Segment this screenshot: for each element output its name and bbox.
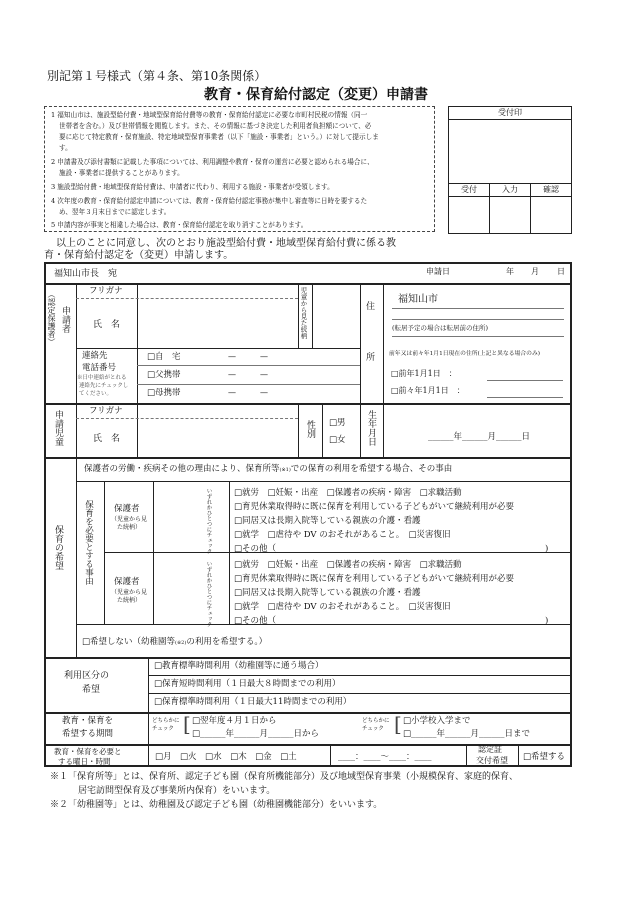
need-reason-option[interactable]: □就労 □妊娠・出産 □保護者の疾病・障害 □求職活動 <box>234 488 462 498</box>
page-title: 教育・保育給付認定（変更）申請書 <box>204 87 428 103</box>
applicant-furigana-label: フリガナ <box>89 286 123 296</box>
mother-mobile-checkbox[interactable]: □母携帯 <box>147 388 181 398</box>
contact-note: ※日中連絡がとれる <box>77 375 127 381</box>
address-label-bottom: 所 <box>366 353 376 363</box>
period-label-1: 教育・保育を <box>62 716 114 726</box>
paren-close: ) <box>545 544 549 554</box>
notice-line: す。 <box>59 144 72 152</box>
weekday-checkboxes[interactable]: □月 □火 □水 □木 □金 □土 <box>155 752 297 762</box>
certificate-label-1: 認定証 <box>478 745 502 754</box>
prev-year-address[interactable]: □前年1月1日 ： <box>391 369 457 378</box>
notice-line: 5 申請内容が事実と相違した場合は、教育・保育給付認定を取り消すことがあります。 <box>51 221 308 229</box>
period-end-date[interactable]: □______年______月______日まで <box>403 729 531 739</box>
reception-col-input: 入力 <box>502 185 518 194</box>
applicant-name-label: 氏 名 <box>93 320 121 330</box>
reception-title: 受付印 <box>498 108 522 117</box>
usage-option-standard[interactable]: □保育標準時間利用（１日最大11時間までの利用） <box>154 697 352 707</box>
gender-female-checkbox[interactable]: □女 <box>329 435 346 445</box>
father-phone-field[interactable]: — — <box>228 370 268 379</box>
applicant-section-sub: （認定保護者） <box>47 290 56 346</box>
apply-date-year: 年 <box>506 267 514 276</box>
address-city: 福知山市 <box>398 294 438 305</box>
days-label-1: 教育・保育を必要と <box>54 747 122 756</box>
period-start-next-april[interactable]: □翌年度４月１日から <box>192 716 277 726</box>
brace-left: [ <box>394 712 402 736</box>
address-label-top: 住 <box>366 302 376 312</box>
need-reason-other[interactable]: □その他（ <box>234 616 277 626</box>
prev-address-note: 前年又は前々年1月1日現在の住所(上記と異なる場合のみ) <box>389 351 541 357</box>
footnote-2: ※２「幼稚園等」とは、幼稚園及び認定子ども園（幼稚園機能部分）をいいます。 <box>50 800 383 810</box>
apply-date-label: 申請日 <box>426 267 450 276</box>
child-section-label: 申請児童 <box>53 410 63 446</box>
need-reason-option[interactable]: □就学 □虐待や DV のおそれがあること。 □災害復旧 <box>234 602 451 612</box>
period-end-school[interactable]: □小学校入学まで <box>403 716 471 726</box>
footnote-1: ※１「保育所等」とは、保育所、認定子ども園（保育所機能部分）及び地域型保育事業（小規模保育、家庭的保育、 <box>50 772 519 782</box>
guardian-2-label: 保護者 <box>114 577 140 587</box>
contact-label: 連絡先 <box>82 351 108 361</box>
apply-date-month: 月 <box>531 267 539 276</box>
child-furigana-label: フリガナ <box>89 406 123 416</box>
applicant-section-label: 申請者 <box>60 306 70 333</box>
phone-label: 電話番号 <box>82 363 117 373</box>
application-form-table <box>44 262 572 767</box>
need-reason-option[interactable]: □就学 □虐待や DV のおそれがあること。 □災害復旧 <box>234 530 451 540</box>
notice-line: 世帯者を含む。）及び世帯情報を閲覧します。また、その情報に基づき決定した利用者負担額について、必 <box>59 122 372 130</box>
applicant-relation-label: 児童から見た続柄 <box>299 287 308 339</box>
need-reason-label: 保育を必要とする事由 <box>83 500 94 585</box>
form-number: 別記第１号様式（第４条、第10条関係） <box>47 69 267 83</box>
consent-line-2: 育・保育給付認定を（変更）申請します。 <box>44 250 234 261</box>
notice-line: 要に応じて特定教育・保育施設、特定地域型保育事業者（以下「施設・事業者」という。）に対して提示しま <box>59 133 379 141</box>
period-start-note: どちらかにチェック <box>152 718 180 732</box>
reception-stamp-box <box>448 106 572 234</box>
period-label-2: 希望する期間 <box>62 729 114 739</box>
mother-phone-field[interactable]: — — <box>228 388 268 397</box>
need-reason-option[interactable]: □同居又は長期入院等している親族の介護・看護 <box>234 516 421 526</box>
notice-box <box>44 106 435 232</box>
need-reason-option[interactable]: □同居又は長期入院等している親族の介護・看護 <box>234 588 421 598</box>
contact-note: 連絡先にチェックし <box>79 383 129 389</box>
home-phone-field[interactable]: — — <box>228 352 268 361</box>
period-end-note: どちらかにチェック <box>362 718 390 732</box>
child-name-label: 氏 名 <box>93 434 121 444</box>
usage-label-2: 希望 <box>82 685 101 695</box>
apply-date-day: 日 <box>557 267 565 276</box>
gender-male-checkbox[interactable]: □男 <box>329 418 346 428</box>
reception-col-confirm: 確認 <box>543 185 559 194</box>
usage-option-short[interactable]: □保育短時間利用（１日最大８時間までの利用） <box>154 679 341 689</box>
guardian-1-label: 保護者 <box>114 504 140 514</box>
addressee: 福知山市長 宛 <box>54 269 118 279</box>
prev-prev-year-address[interactable]: □前々年1月1日 ： <box>391 386 465 395</box>
father-mobile-checkbox[interactable]: □父携帯 <box>147 370 181 380</box>
period-start-date[interactable]: □______年______月______日から <box>192 729 320 739</box>
guardian-1-sub: （児童から見た続柄） <box>110 516 147 531</box>
brace-left: [ <box>183 712 191 736</box>
home-phone-checkbox[interactable]: □自 宅 <box>147 352 181 362</box>
need-reason-option[interactable]: □育児休業取得時に既に保育を利用している子どもがいて継続利用が必要 <box>234 574 515 584</box>
contact-note: てください。 <box>79 391 113 397</box>
check-one-note: いずれかひとつにチェック <box>205 561 212 627</box>
notice-line: 3 施設型給付費・地域型保育給付費は、申請者に代わり、利用する施設・事業者が受領します。 <box>51 183 334 191</box>
usage-label-1: 利用区分の <box>64 671 110 681</box>
birth-date-field[interactable]: ______年______月______日 <box>428 432 531 442</box>
need-reason-other[interactable]: □その他（ <box>234 544 277 554</box>
gender-label: 性別 <box>305 420 315 438</box>
notice-line: 4 次年度の教育・保育給付認定申請については、教育・保育給付認定事務が集中し審査等に日時を要するた <box>51 197 368 205</box>
consent-line-1: 以上のことに同意し、次のとおり施設型給付費・地域型保育給付費に係る教 <box>56 238 396 249</box>
notice-line: 施設・事業者に提供することがあります。 <box>59 169 184 177</box>
hope-reason-heading: 保護者の労働・疾病その他の理由により、保育所等(※1)での保育の利用を希望する場合、その事由 <box>84 464 453 474</box>
check-one-note: いずれかひとつにチェック <box>205 488 212 554</box>
certificate-label-2: 交付希望 <box>476 756 508 765</box>
paren-close: ) <box>545 616 549 626</box>
footnote-1-cont: 居宅訪問型保育及び事業所内保育）をいいます。 <box>78 786 276 796</box>
guardian-2-sub: （児童から見た続柄） <box>110 589 147 604</box>
reception-col-received: 受付 <box>461 185 477 194</box>
need-reason-option[interactable]: □就労 □妊娠・出産 □保護者の疾病・障害 □求職活動 <box>234 560 462 570</box>
usage-option-education[interactable]: □教育標準時間利用（幼稚園等に通う場合） <box>154 661 324 671</box>
address-move-note: (転居予定の場合は転居前の住所) <box>392 324 489 332</box>
certificate-hope-checkbox[interactable]: □希望する <box>523 752 566 762</box>
time-range-field[interactable]: ____：____〜____：____ <box>338 752 432 762</box>
birth-date-label: 生年月日 <box>366 410 376 446</box>
hope-section-label: 保育の希望 <box>53 525 63 570</box>
notice-line: 2 申請書及び添付書類に記載した事項については、利用調整や教育・保育の運営に必要と認められる場合に、 <box>51 158 374 166</box>
days-label-2: する曜日・時間 <box>58 757 111 766</box>
notice-line: 1 福知山市は、施設型給付費・地域型保育給付費等の教育・保育給付認定に必要な市町村民税の情報（同一 <box>51 111 368 119</box>
notice-line: め、翌年３月末日までに認定します。 <box>59 208 171 216</box>
need-reason-option[interactable]: □育児休業取得時に既に保育を利用している子どもがいて継続利用が必要 <box>234 502 515 512</box>
no-nursery-checkbox[interactable]: □希望しない（幼稚園等(※2)の利用を希望する。） <box>82 637 268 647</box>
